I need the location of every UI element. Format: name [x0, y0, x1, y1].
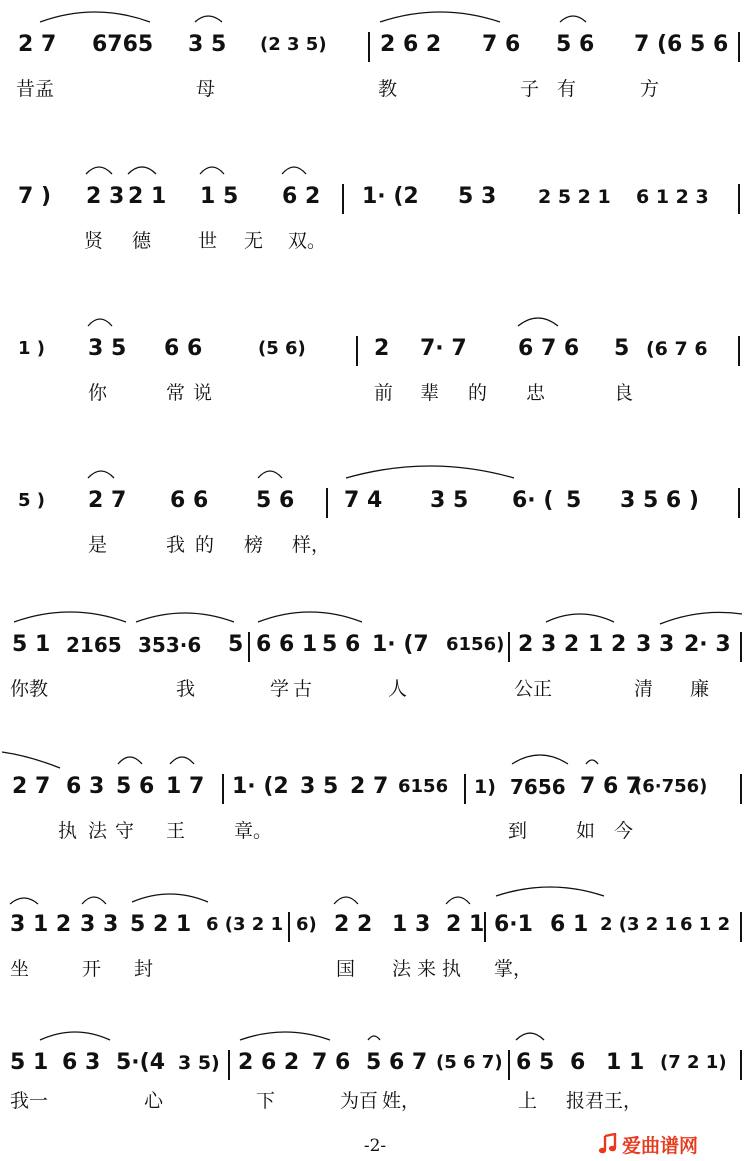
lyric: 今 [614, 820, 634, 842]
lyric-line [0, 678, 750, 708]
barline [740, 774, 742, 804]
lyric: 是 [88, 534, 108, 556]
lyric-line [0, 820, 750, 850]
note-group: 5·(4 [116, 1050, 166, 1075]
lyric: 章。 [234, 820, 273, 842]
lyric: 姓， [382, 1090, 421, 1112]
barline [740, 1050, 742, 1080]
note-group: 6) [296, 914, 317, 935]
note-group: 5 [614, 336, 630, 361]
note-group: 2 3 [86, 184, 125, 209]
lyric: 子有 [520, 78, 595, 100]
lyric-line [0, 958, 750, 988]
note-group: 5 3 [458, 184, 497, 209]
lyric: 人 [388, 678, 408, 700]
note-group: 6765 [92, 32, 154, 57]
score-system-2 [0, 152, 750, 272]
barline [228, 1050, 230, 1080]
note-group: 6156) [446, 634, 505, 655]
lyric: 执 [58, 820, 78, 842]
score-system-6 [0, 742, 750, 862]
note-group: 6 6 [164, 336, 203, 361]
note-group: 1 2 [588, 632, 627, 657]
lyric: 辈 [420, 382, 440, 404]
lyric: 法守 [88, 820, 143, 842]
note-group: (2 3 5) [260, 34, 327, 55]
lyric: 为百 [340, 1090, 379, 1112]
lyric: 良 [614, 382, 634, 404]
lyric: 上 [518, 1090, 538, 1112]
note-group: 5 2 1 [130, 912, 192, 937]
note-group: 3 5 [188, 32, 227, 57]
lyric: 清 [634, 678, 654, 700]
note-group: 6 3 [66, 774, 105, 799]
lyric: 学古 [270, 678, 317, 700]
barline [368, 32, 370, 62]
note-group: 2· 3 [684, 632, 731, 657]
note-group: (7 2 1) [660, 1052, 727, 1073]
lyric: 到 [508, 820, 528, 842]
lyric: 法来执 [392, 958, 468, 980]
note-group: 2 6 2 [380, 32, 442, 57]
lyric: 下 [256, 1090, 276, 1112]
lyric: 如 [576, 820, 596, 842]
note-group: 2 1 [128, 184, 167, 209]
notation-line [0, 0, 750, 70]
note-group: 6 (3 2 1 [206, 914, 284, 935]
score-system-7 [0, 880, 750, 1000]
lyric-line [0, 534, 750, 564]
note-group: 1· (2 [232, 774, 289, 799]
barline [740, 632, 742, 662]
lyric: 德 [132, 230, 152, 252]
lyric: 昔孟 [16, 78, 55, 100]
note-group: 5 6 [116, 774, 155, 799]
note-group: (6 7 6 [646, 338, 708, 360]
lyric: 我的 [166, 534, 225, 556]
lyric-line [0, 230, 750, 260]
lyric: 双。 [288, 230, 327, 252]
notation-line [0, 880, 750, 950]
note-group: 6 5 [516, 1050, 555, 1075]
note-group: 6· ( [512, 488, 554, 513]
barline [248, 632, 250, 662]
notation-line [0, 1018, 750, 1088]
score-system-3 [0, 304, 750, 424]
lyric: 方 [640, 78, 660, 100]
note-group: 1) [474, 776, 496, 798]
note-group: 1· (7 [372, 632, 429, 657]
lyric-line [0, 1090, 750, 1120]
barline [508, 1050, 510, 1080]
note-group: (5 6) [258, 338, 306, 359]
lyric: 样， [292, 534, 331, 556]
note-group: 7 ) [18, 184, 52, 209]
note-group: 5 6 [322, 632, 361, 657]
score-system-4 [0, 456, 750, 576]
note-group: 5 1 [12, 632, 51, 657]
watermark-text: 爱曲谱网 [622, 1134, 699, 1157]
barline [464, 774, 466, 804]
note-group: 2 7 [88, 488, 127, 513]
notation-line [0, 304, 750, 374]
note-group: 6 2 [282, 184, 321, 209]
notation-line [0, 600, 750, 670]
note-group: 5 6 7 [366, 1050, 428, 1075]
lyric: 母 [196, 78, 216, 100]
site-watermark [598, 1130, 748, 1158]
lyric: 王 [166, 820, 186, 842]
note-group: 2 3 2 [518, 632, 580, 657]
note-group: 2 7 [18, 32, 57, 57]
note-group: 5 6 [556, 32, 595, 57]
lyric: 的 [468, 382, 488, 404]
music-note-icon [598, 1133, 618, 1155]
note-group: (5 6 7) [436, 1052, 503, 1073]
barline [222, 774, 224, 804]
note-group: 7 6 [482, 32, 521, 57]
barline [738, 32, 740, 62]
note-group: 3 1 2 [10, 912, 72, 937]
lyric-line [0, 382, 750, 412]
notation-line [0, 742, 750, 812]
lyric: 我 [176, 678, 196, 700]
barline [738, 488, 740, 518]
barline [738, 336, 740, 366]
score-system-5 [0, 600, 750, 720]
lyric: 贤 [84, 230, 104, 252]
note-group: 6 6 [170, 488, 209, 513]
note-group: 6 3 [62, 1050, 101, 1075]
lyric: 常说 [166, 382, 221, 404]
note-group: 5 [228, 632, 244, 657]
note-group: 1 1 [606, 1050, 645, 1075]
note-group: 2 1 [446, 912, 485, 937]
note-group: 7 6 7 [580, 774, 642, 799]
note-group: 7 6 [312, 1050, 351, 1075]
note-group: 3 5) [178, 1052, 220, 1074]
lyric: 开 [82, 958, 102, 980]
note-group: 6 7 6 [518, 336, 580, 361]
note-group: 2165 [66, 633, 122, 657]
lyric: 封 [134, 958, 154, 980]
lyric: 廉 [690, 678, 710, 700]
note-group: 1· (2 [362, 184, 419, 209]
score-system-1 [0, 0, 750, 120]
note-group: 7 4 [344, 488, 383, 513]
lyric: 坐 [10, 958, 30, 980]
lyric: 公正 [514, 678, 553, 700]
note-group: 5 ) [18, 490, 46, 511]
note-group: 6 1 2 3 [636, 186, 709, 208]
note-group: 3 5 [430, 488, 469, 513]
lyric: 榜 [244, 534, 264, 556]
notation-line [0, 152, 750, 222]
note-group: 2 7 [12, 774, 51, 799]
lyric: 国 [336, 958, 356, 980]
note-group: 353·6 [138, 633, 202, 657]
barline [288, 912, 290, 942]
note-group: 6 1 2 [680, 914, 731, 935]
lyric-line [0, 78, 750, 108]
note-group: 5 6 [256, 488, 295, 513]
page-number: -2- [363, 1136, 387, 1156]
note-group: 1 ) [18, 338, 46, 359]
barline [484, 912, 486, 942]
note-group: 2 [374, 336, 390, 361]
note-group: 2 2 [334, 912, 373, 937]
note-group: 6 1 [550, 912, 589, 937]
note-group: 2 (3 2 1 [600, 914, 678, 935]
note-group: 6 [570, 1050, 586, 1075]
note-group: 3 5 6 ) [620, 488, 699, 513]
lyric: 忠 [526, 382, 546, 404]
barline [342, 184, 344, 214]
lyric: 我一 [10, 1090, 49, 1112]
lyric: 前 [374, 382, 394, 404]
lyric: 你教 [10, 678, 49, 700]
lyric: 教 [378, 78, 398, 100]
lyric: 报君王， [566, 1090, 643, 1112]
note-group: 3 5 [88, 336, 127, 361]
lyric: 掌， [494, 958, 533, 980]
score-system-8 [0, 1018, 750, 1138]
note-group: 2 6 2 [238, 1050, 300, 1075]
lyric: 你 [88, 382, 108, 404]
note-group: 7· 7 [420, 336, 467, 361]
lyric: 心 [144, 1090, 164, 1112]
note-group: 6156 [398, 776, 449, 797]
note-group: 1 7 [166, 774, 205, 799]
note-group: 3 5 [300, 774, 339, 799]
barline [740, 912, 742, 942]
note-group: 5 1 [10, 1050, 49, 1075]
barline [326, 488, 328, 518]
note-group: 1 3 [392, 912, 431, 937]
barline [508, 632, 510, 662]
note-group: 3 3 [80, 912, 119, 937]
note-group: 6 6 1 [256, 632, 318, 657]
barline [738, 184, 740, 214]
barline [356, 336, 358, 366]
note-group: (6·756) [634, 776, 708, 797]
note-group: 7656 [510, 775, 566, 799]
notation-line [0, 456, 750, 526]
note-group: 7 (6 5 6 [634, 32, 729, 57]
note-group: 3 3 [636, 632, 675, 657]
note-group: 5 [566, 488, 582, 513]
note-group: 6·1 [494, 912, 533, 937]
note-group: 2 5 2 1 [538, 186, 611, 208]
lyric: 无 [244, 230, 264, 252]
lyric: 世 [198, 230, 218, 252]
note-group: 1 5 [200, 184, 239, 209]
note-group: 2 7 [350, 774, 389, 799]
